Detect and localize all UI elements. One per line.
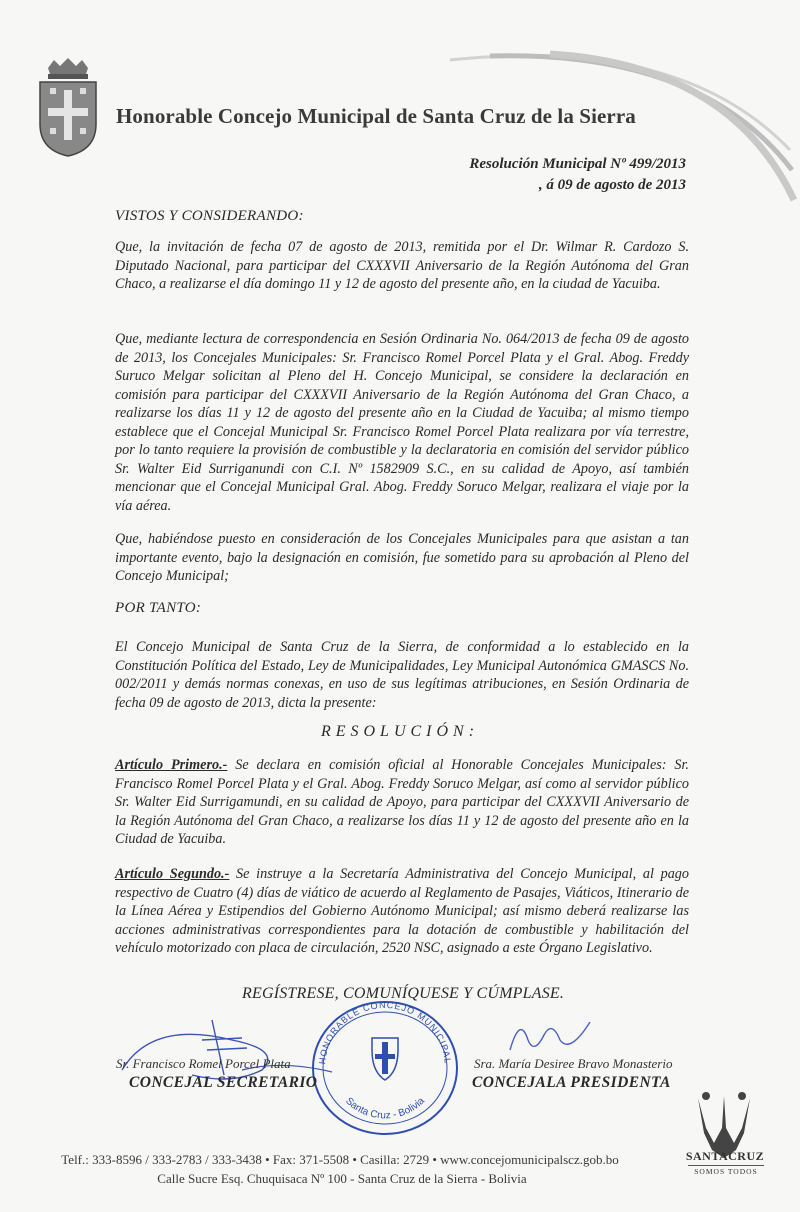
vistos-heading: VISTOS Y CONSIDERANDO: (115, 208, 304, 224)
footer-contact-line: Telf.: 333-8596 / 333-2783 / 333-3438 • Fax: 371-5508 • Casilla: 2729 • www.concejomunicipalscz.gob.bo (61, 1152, 619, 1167)
article-first-label: Artículo Primero.- (115, 757, 228, 773)
signatory-left-name: Sr. Francisco Romel Porcel Plata (116, 1056, 291, 1071)
official-stamp (300, 990, 470, 1140)
resolution-date: , á 09 de agosto de 2013 (538, 177, 686, 193)
por-tanto-heading: POR TANTO: (115, 600, 202, 616)
article-second (115, 865, 689, 958)
vistos-paragraph-3: Que, habiéndose puesto en consideración de los Concejales Municipales para que asistan a tan importante evento, bajo la designación en comisión, fue sometido para su aprobación al Pleno del Concejo Municipal; (115, 531, 689, 584)
resolution-title: RESOLUCIÓN: (320, 723, 480, 740)
resolution-header (469, 154, 686, 196)
footer-address-line: Calle Sucre Esq. Chuquisaca Nº 100 - Santa Cruz de la Sierra - Bolivia (157, 1171, 527, 1186)
signatory-left-title: CONCEJAL SECRETARIO (129, 1074, 318, 1091)
stamp-top-text: HONORABLE CONCEJO MUNICIPAL (317, 999, 453, 1065)
signature-right-scribble (500, 1010, 600, 1060)
vistos-paragraph-2: Que, mediante lectura de correspondencia en Sesión Ordinaria No. 064/2013 de fecha 09 de agosto de 2013, los Concejales Municipales: Sr. Francisco Romel Porcel Plata y el Gral. Abog. Freddy Suruco Melgar solicitan al Pleno del H. Concejo Municipal, se considere la declaración en comisión para participar del CXXXVII Aniversario de la Región Autónoma del Gran Chaco, a realizarse los días 11 y 12 de agosto del presente año en la Ciudad de Yacuiba; al mismo tiempo establece que el Concejal Municipal Sr. Francisco Romel Porcel Plata realizara por vía terrestre, por lo tanto requiere la provisión de combustible y la declaratoria en comisión del servidor público Sr. Walter Eid Surriganundi con C.I. Nº 1582909 S.C., en su calidad de Apoyo, así también mencionar que el Concejal Municipal Gral. Abog. Freddy Soruco Melgar, realizara el viaje por la vía aérea. (115, 331, 689, 514)
resolution-number: Resolución Municipal Nº 499/2013 (469, 156, 686, 172)
santa-cruz-logo-tagline: SOMOS TODOS (688, 1165, 764, 1176)
closing-formula: REGÍSTRESE, COMUNÍQUESE Y CÚMPLASE. (242, 985, 565, 1002)
stamp-bottom-text: Santa Cruz - Bolivia (343, 1095, 427, 1122)
article-first-text: Se declara en comisión oficial al Honorable Concejales Municipales: Sr. Francisco Romel Porcel Plata y el Gral. Abog. Freddy Soruco Melgar, así como al servidor público Sr. Walter Eid Surrigamundi, en su calidad de Apoyo, para participar del CXXXVII Aniversario de la Región Autónoma del Gran Chaco, a realizarse los días 11 y 12 de agosto del presente año en la Ciudad de Yacuiba. (115, 757, 689, 847)
signatory-right-title: CONCEJALA PRESIDENTA (472, 1074, 671, 1091)
article-second-label: Artículo Segundo.- (115, 866, 230, 882)
article-second-text: Se instruye a la Secretaría Administrativa del Concejo Municipal, al pago respectivo de Cuatro (4) días de viático de acuerdo al Reglamento de Pasajes, Viáticos, Itinerario de la Línea Aérea y Estipendios del Gobierno Autónomo Municipal; así mismo deberá realizarse las acciones administrativas correspondientes para la dotación de combustible y habilitación del vehículo motorizado con placa de circulación, 2520 NSC, asignado a este Órgano Legislativo. (115, 866, 689, 956)
vistos-paragraph-1: Que, la invitación de fecha 07 de agosto de 2013, remitida por el Dr. Wilmar R. Cardozo S. Diputado Nacional, para participar del CXXXVII Aniversario de la Región Autónoma del Gran Chaco, a realizarse el día domingo 11 y 12 de agosto del presente año, en la ciudad de Yacuiba. (115, 239, 689, 292)
por-tanto-paragraph: El Concejo Municipal de Santa Cruz de la Sierra, de conformidad a lo establecido en la Constitución Política del Estado, Ley de Municipalidades, Ley Municipal Autonómica GMASCS No. 002/2011 y demás normas conexas, en uso de sus legítimas atribuciones, en Sesión Ordinaria de fecha 09 de agosto de 2013, dicta la presente: (115, 639, 689, 711)
santa-cruz-logo-text: SANTACRUZ (685, 1149, 765, 1163)
coat-of-arms-icon (36, 58, 100, 158)
signatory-right-name: Sra. María Desiree Bravo Monasterio (474, 1056, 673, 1071)
organization-name: Honorable Concejo Municipal de Santa Cruz de la Sierra (116, 104, 636, 128)
article-first (115, 756, 689, 849)
